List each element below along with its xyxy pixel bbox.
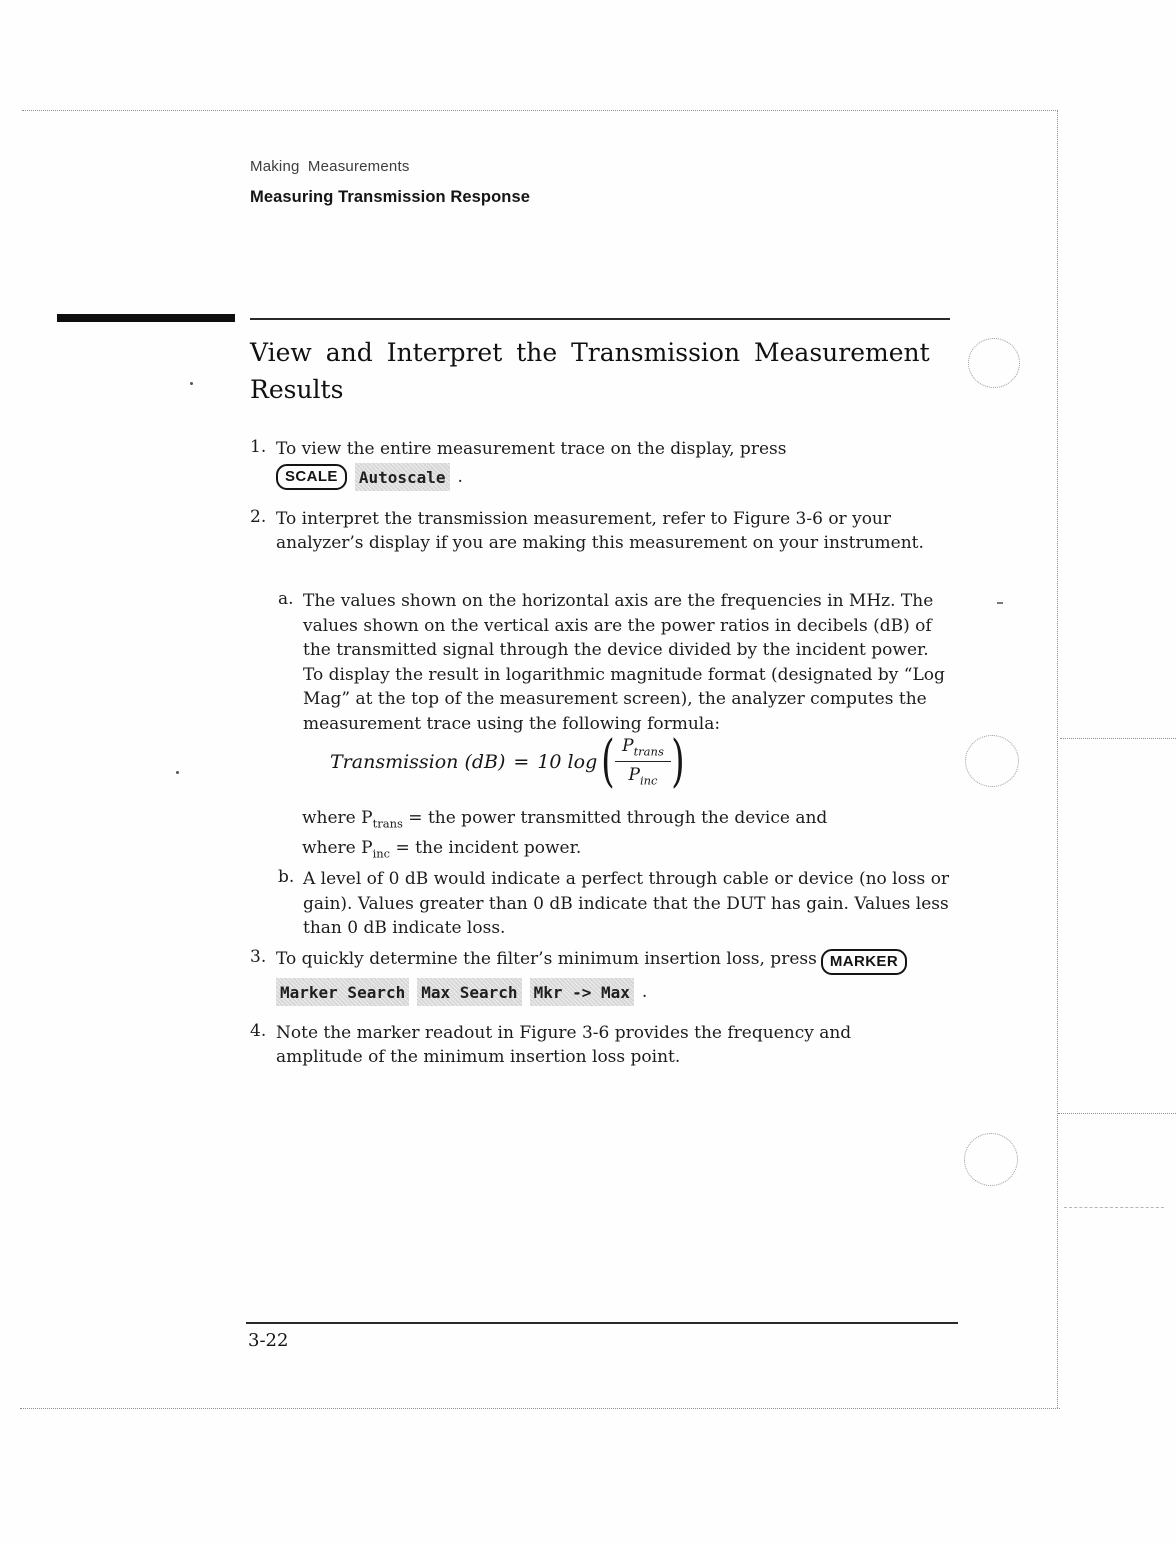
formula-lhs: Transmission (dB) xyxy=(330,750,506,773)
marker-hardkey: MARKER xyxy=(821,949,907,975)
section-label: Measuring Transmission Response xyxy=(250,188,531,206)
marker-search-softkey: Marker Search xyxy=(276,978,409,1006)
formula-denominator: $P_{inc}$ xyxy=(628,765,658,788)
substep-a-letter: a. xyxy=(278,589,294,609)
chapter-label: Making Measurements xyxy=(250,158,410,175)
formula-open-paren: ( xyxy=(601,728,615,794)
step-3-text: To quickly determine the filter’s minimum insertion loss, press xyxy=(276,949,817,969)
header-rule xyxy=(250,318,950,320)
step-1-keys xyxy=(276,463,463,491)
step-3-period: . xyxy=(641,982,648,1002)
formula-where-clause xyxy=(302,806,827,867)
scan-speck-3 xyxy=(997,602,1003,604)
scan-facing-page-line-1 xyxy=(1060,738,1176,739)
scan-edge-bottom-line xyxy=(20,1408,1060,1409)
binder-hole-artifact-1 xyxy=(968,338,1020,388)
where-line-2: where $P_{inc}$ = the incident power. xyxy=(302,838,582,861)
substep-a-text: The values shown on the horizontal axis are the frequencies in MHz. The values shown on the vertical axis are the power ratios in decibels (dB) of the transmitted signal through the device divided by the incident power. To display the result in logarithmic magnitude format (designated by “Log Mag” at the top of the measurement screen), the analyzer computes the measurement trace using the following formula: xyxy=(303,591,945,734)
formula-fraction xyxy=(615,736,671,788)
footer-rule xyxy=(246,1322,958,1324)
scan-facing-page-line-3 xyxy=(1064,1207,1164,1208)
section-marker-bar xyxy=(57,314,235,322)
step-1 xyxy=(250,437,950,461)
substep-a xyxy=(278,589,963,736)
where-line-1: where $P_{trans}$ = the power transmitted through the device and xyxy=(302,808,828,831)
substep-b-letter: b. xyxy=(278,867,295,887)
binder-hole-artifact-2 xyxy=(965,735,1019,787)
scan-speck-2 xyxy=(176,771,179,774)
substep-b xyxy=(278,867,968,941)
page-number: 3-22 xyxy=(248,1330,289,1351)
step-4-number: 4. xyxy=(250,1021,267,1041)
formula-coefficient: 10 log xyxy=(537,750,598,773)
step-1-number: 1. xyxy=(250,437,267,457)
scan-edge-top-line xyxy=(22,110,1058,111)
scan-edge-right-line xyxy=(1057,110,1058,1408)
step-4 xyxy=(250,1021,950,1069)
autoscale-softkey: Autoscale xyxy=(355,463,450,491)
max-search-softkey: Max Search xyxy=(417,978,521,1006)
formula-equals: = xyxy=(513,750,530,773)
page-title: View and Interpret the Transmission Measurement Results xyxy=(250,338,930,404)
step-4-text: Note the marker readout in Figure 3-6 provides the frequency and amplitude of the minimum insertion loss point. xyxy=(276,1023,852,1067)
substep-b-text: A level of 0 dB would indicate a perfect through cable or device (no loss or gain). Values greater than 0 dB indicate that the DUT has gain. Values less than 0 dB indicate loss. xyxy=(303,869,950,938)
step-2-number: 2. xyxy=(250,507,267,527)
transmission-formula xyxy=(330,728,689,794)
step-3-number: 3. xyxy=(250,947,267,967)
step-2 xyxy=(250,507,945,555)
binder-hole-artifact-3 xyxy=(964,1133,1018,1186)
scan-facing-page-line-2 xyxy=(1058,1113,1176,1114)
step-3-keys xyxy=(276,978,647,1006)
step-3 xyxy=(250,947,960,975)
formula-close-paren: ) xyxy=(671,728,685,794)
step-1-period: . xyxy=(457,467,463,487)
mkr-to-max-softkey: Mkr -> Max xyxy=(530,978,634,1006)
formula-numerator: $P_{trans}$ xyxy=(615,736,671,762)
step-1-text: To view the entire measurement trace on the display, press xyxy=(276,439,787,459)
step-2-text: To interpret the transmission measurement, refer to Figure 3-6 or your analyzer’s display if you are making this measurement on your instrument. xyxy=(276,509,924,553)
scan-speck-1 xyxy=(190,382,193,385)
scale-hardkey: SCALE xyxy=(276,464,347,490)
